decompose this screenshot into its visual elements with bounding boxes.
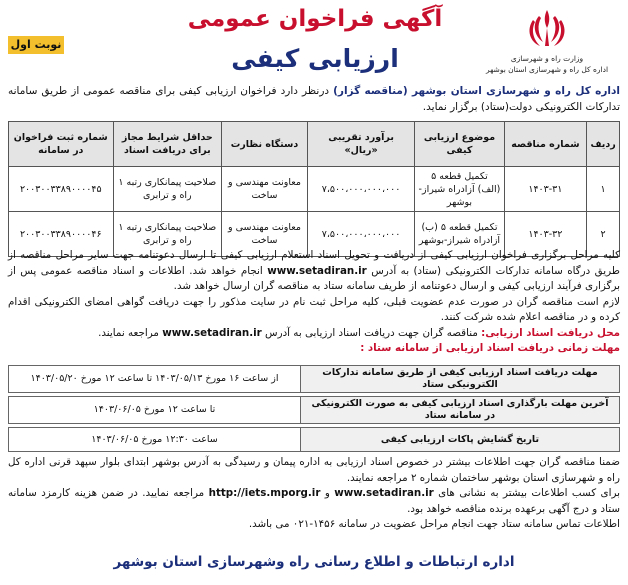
cell-subject: تکمیل قطعه ۵ (ب) آزادراه شیراز-بوشهر — [415, 212, 504, 257]
cell-row-number: ۲ — [587, 212, 620, 257]
cell-subject: تکمیل قطعه ۵ (الف) آزادراه شیراز-بوشهر — [415, 167, 504, 212]
cell-estimate: ۷،۵۰۰،۰۰۰،۰۰۰،۰۰۰ — [307, 212, 414, 257]
tender-table — [8, 121, 620, 257]
cell-registration-number: ۲۰۰۳۰۰۳۳۸۹۰۰۰۰۴۶ — [9, 212, 114, 257]
documents-location-text: مناقصه گران جهت دریافت اسناد ارزیابی به آدرس — [261, 326, 482, 339]
terms-text: کلیه مراحل برگزاری فراخوان ارزیابی کیفی از دریافت و تحویل اسناد استعلام ارزیابی کیفی تا ارسال دعوتنامه جهت سایر مراحل مناقصه از طریق درگاه سامانه تدارکات الکترونیکی (ستاد) به آدرس — [8, 249, 620, 277]
round-badge: نوبت اول — [8, 36, 64, 54]
documents-location — [8, 326, 620, 342]
col-tender-number: شماره مناقصه — [504, 122, 586, 167]
col-estimate: برآورد تقریبی «ریال» — [307, 122, 414, 167]
terms-paragraph — [8, 248, 620, 295]
info-text: مراجعه نمایید. در ضمن هزینه کارمزد سامانه ستاد و درج آگهی برعهده برنده مناقصه خواهد بود. — [8, 487, 620, 515]
page-subtitle: ارزیابی کیفی — [231, 44, 399, 73]
schedule-label: تاریخ گشایش پاکات ارزیابی کیفی — [301, 428, 620, 452]
intro-paragraph — [8, 83, 620, 115]
setad-link[interactable]: www.setadiran.ir — [267, 264, 367, 277]
setad-link[interactable]: www.setadiran.ir — [334, 487, 434, 499]
schedule-row — [9, 366, 620, 393]
schedule-label: آخرین مهلت بارگذاری اسناد ارزیابی کیفی به صورت الکترونیکی در سامانه ستاد — [301, 397, 620, 424]
cell-tender-number: ۱۴۰۳-۳۱ — [504, 167, 586, 212]
schedule-value: ساعت ۱۲:۳۰ مورخ ۱۴۰۳/۰۶/۰۵ — [9, 428, 301, 452]
cell-tender-number: ۱۴۰۳-۳۲ — [504, 212, 586, 257]
info-paragraph — [8, 486, 620, 517]
schedule-row — [9, 397, 620, 424]
schedule-label: مهلت دریافت اسناد ارزیابی کیفی از طریق سامانه تدارکات الکترونیکی ستاد — [301, 366, 620, 393]
col-requirements: حداقل شرایط مجاز برای دریافت اسناد — [113, 122, 222, 167]
terms-section — [8, 248, 620, 357]
documents-location-text: مراجعه نمایند. — [98, 326, 163, 339]
cell-requirements: صلاحیت پیمانکاری رتبه ۱ راه و ترابری — [113, 212, 222, 257]
iets-link[interactable]: http://iets.mporg.ir — [208, 487, 321, 499]
schedule-value: تا ساعت ۱۲ مورخ ۱۴۰۳/۰۶/۰۵ — [9, 397, 301, 424]
setad-link[interactable]: www.setadiran.ir — [162, 326, 262, 339]
emblem-block — [472, 6, 622, 76]
contact-paragraph: ضمنا مناقصه گران جهت اطلاعات بیشتر در خصوص اسناد ارزیابی به اداره پیمان و رسیدگی به آدرس بوشهر ابتدای بلوار سپهد قرنی اداره کل راه و شهرسازی استان بوشهر ساختمان شماره ۲ مراجعه نمایند. — [8, 456, 620, 484]
cell-supervisor: معاونت مهندسی و ساخت — [222, 167, 308, 212]
col-supervisor: دستگاه نظارت — [222, 122, 308, 167]
support-phone-paragraph: اطلاعات تماس سامانه ستاد جهت انجام مراحل عضویت در سامانه ۱۴۵۶-۰۲۱ می باشد. — [248, 518, 620, 530]
footer-notes — [8, 455, 620, 533]
table-row — [9, 167, 620, 212]
schedule-table — [8, 365, 620, 452]
col-row-number: ردیف — [587, 122, 620, 167]
page-title: آگهی فراخوان عمومی — [187, 6, 443, 32]
col-registration-number: شماره ثبت فراخوان در سامانه — [9, 122, 114, 167]
cell-registration-number: ۲۰۰۳۰۰۳۳۸۹۰۰۰۰۴۵ — [9, 167, 114, 212]
schedule-value: از ساعت ۱۶ مورخ ۱۴۰۳/۰۵/۱۳ تا ساعت ۱۲ مورخ ۱۴۰۳/۰۵/۲۰ — [9, 366, 301, 393]
membership-paragraph: لازم است مناقصه گران در صورت عدم عضویت قبلی، کلیه مراحل ثبت نام در سایت مذکور را جهت دریافت گواهی امضای الکترونیکی اقدام کرده و در مناقصه اعلام شده شرکت کنند. — [8, 295, 620, 323]
intro-org: اداره کل راه و شهرسازی استان بوشهر (مناقصه گزار) — [333, 85, 620, 97]
info-text: و — [320, 487, 335, 499]
col-subject: موضوع ارزیابی کیفی — [415, 122, 504, 167]
cell-estimate: ۷،۵۰۰،۰۰۰،۰۰۰،۰۰۰ — [307, 167, 414, 212]
ministry-name: وزارت راه و شهرسازی — [510, 54, 584, 63]
table-header-row — [9, 122, 620, 167]
cell-supervisor: معاونت مهندسی و ساخت — [222, 212, 308, 257]
issuer-line: اداره ارتباطات و اطلاع رسانی راه وشهرسازی استان بوشهر — [113, 554, 515, 570]
cell-requirements: صلاحیت پیمانکاری رتبه ۱ راه و ترابری — [113, 167, 222, 212]
schedule-row — [9, 428, 620, 452]
office-name: اداره کل راه و شهرسازی استان بوشهر — [485, 65, 609, 74]
info-text: برای کسب اطلاعات بیشتر به نشانی های — [433, 487, 620, 499]
iran-emblem-icon — [524, 6, 570, 52]
cell-row-number: ۱ — [587, 167, 620, 212]
intro-text: درنظر دارد فراخوان ارزیابی کیفی برای مناقصه عمومی از طریق سامانه تدارکات الکترونیکی دولت(ستاد) برگزار نماید. — [8, 85, 620, 113]
terms-text: انجام خواهد شد. اطلاعات و اسناد مناقصه عمومی پس از برگزاری فرآیند ارزیابی کیفی و ارسال دعوتنامه از طریف سامانه ستاد به مناقصه گران ارسال خواهد شد. — [8, 264, 620, 292]
documents-location-label: محل دریافت اسناد ارزیابی: — [481, 326, 620, 339]
deadline-heading: مهلت زمانی دریافت اسناد ارزیابی از سامانه ستاد : — [360, 342, 620, 354]
